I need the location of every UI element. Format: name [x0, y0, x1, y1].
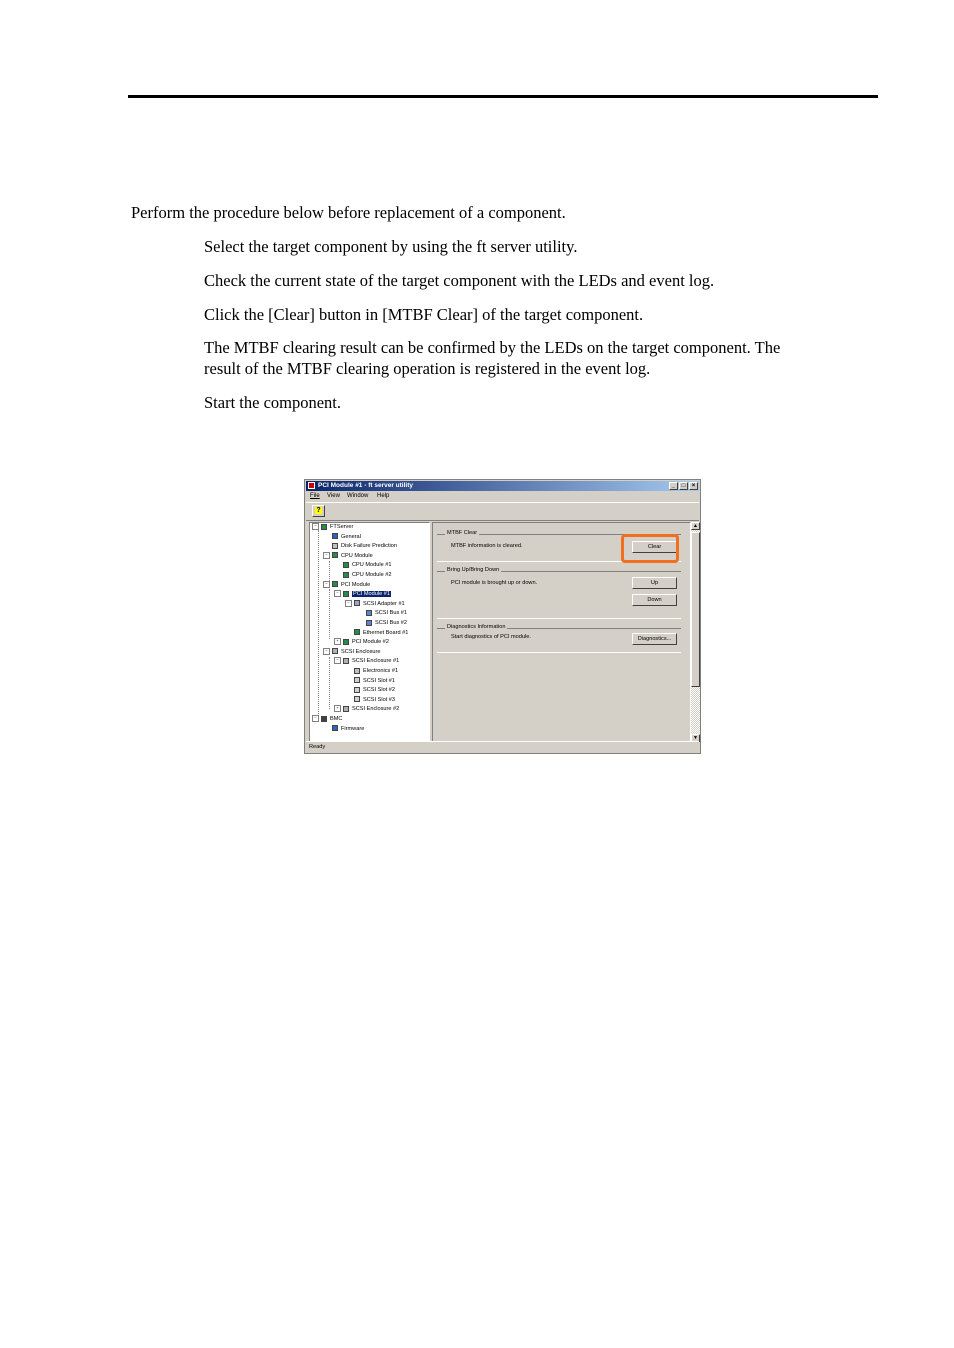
diagnostics-text: Start diagnostics of PCI module. [451, 634, 531, 640]
help-button[interactable] [312, 505, 325, 517]
module-icon [332, 552, 338, 558]
scroll-thumb[interactable] [691, 532, 700, 687]
bring-up-down-text: PCI module is brought up or down. [451, 580, 538, 586]
mtbf-clear-title: MTBF Clear [447, 530, 478, 536]
menu-bar [306, 492, 699, 501]
tree-line [329, 657, 330, 709]
ft-server-utility-window [304, 479, 701, 754]
window-title: PCI Module #1 - ft server utility [318, 482, 413, 489]
adapter-icon [354, 600, 360, 606]
cpu-icon [343, 562, 349, 568]
bus-icon [366, 610, 372, 616]
tree-line [329, 589, 330, 639]
bring-up-down-group [437, 567, 681, 619]
general-icon [332, 533, 338, 539]
firmware-icon [332, 725, 338, 731]
diagnostics-group [437, 624, 681, 653]
step-1-text: Select the target component by using the ft server utility. [204, 237, 578, 256]
status-bar: Ready [306, 741, 699, 752]
component-tree[interactable] [309, 522, 430, 742]
clear-highlight [621, 534, 679, 563]
detail-pane [432, 522, 691, 742]
pci-icon [343, 639, 349, 645]
diagnostics-title: Diagnostics Information [447, 624, 506, 630]
tree-node-firmware[interactable]: Firmware [332, 725, 364, 734]
toolbar [306, 502, 699, 521]
ethernet-icon [354, 629, 360, 635]
tree-node-electronics-1[interactable]: Electronics #1 [354, 667, 398, 676]
electronics-icon [354, 668, 360, 674]
tree-node-scsi-slot-3[interactable]: SCSI Slot #3 [354, 696, 395, 705]
app-icon [308, 482, 315, 489]
tree-node-pci-module-2[interactable]: + PCI Module #2 [334, 638, 389, 647]
tree-node-cpu-module[interactable]: − CPU Module [323, 552, 373, 561]
diagnostics-button[interactable]: Diagnostics... [632, 633, 677, 645]
tree-node-scsi-enclosure-1[interactable]: − SCSI Enclosure #1 [334, 657, 399, 666]
header-rule [128, 95, 878, 98]
help-icon: ? [316, 507, 321, 514]
disk-icon [332, 543, 338, 549]
tree-line [329, 561, 330, 581]
up-button[interactable]: Up [632, 577, 677, 589]
tree-node-scsi-enclosure[interactable]: − SCSI Enclosure [323, 648, 380, 657]
slot-icon [354, 696, 360, 702]
vertical-scrollbar[interactable] [691, 522, 700, 742]
close-icon[interactable]: × [689, 482, 698, 490]
menu-help[interactable]: Help [377, 493, 390, 499]
tree-line [318, 530, 319, 720]
scroll-down-icon[interactable]: ▼ [691, 734, 700, 742]
tree-node-pci-module[interactable]: − PCI Module [323, 581, 370, 590]
intro-text: Perform the procedure below before replacement of a component. [131, 203, 566, 222]
menu-view[interactable]: View [327, 493, 340, 499]
bus-icon [366, 620, 372, 626]
tree-node-scsi-slot-2[interactable]: SCSI Slot #2 [354, 686, 395, 695]
step-5-text: Start the component. [204, 393, 342, 412]
mtbf-clear-text: MTBF information is cleared. [451, 543, 523, 549]
step-4-text-line2: result of the MTBF clearing operation is registered in the event log. [204, 359, 651, 378]
tree-node-scsi-bus-1[interactable]: SCSI Bus #1 [366, 609, 407, 618]
tree-node-ftserver[interactable]: − FTServer [312, 523, 353, 532]
enclosure-icon [332, 648, 338, 654]
step-3-text: Click the [Clear] button in [MTBF Clear] of the target component. [204, 305, 644, 324]
tree-node-cpu-module-1[interactable]: CPU Module #1 [343, 561, 392, 570]
pci-icon [343, 591, 349, 597]
tree-node-bmc[interactable]: − BMC [312, 715, 342, 724]
menu-window[interactable]: Window [347, 493, 369, 499]
step-4-text-line1: The MTBF clearing result can be confirmed by the LEDs on the target component. The [204, 338, 781, 357]
tree-node-ethernet-board-1[interactable]: Ethernet Board #1 [354, 629, 408, 638]
module-icon [332, 581, 338, 587]
minimize-icon[interactable]: _ [669, 482, 678, 490]
step-2-text: Check the current state of the target component with the LEDs and event log. [204, 271, 715, 290]
slot-icon [354, 687, 360, 693]
menu-file[interactable]: File [310, 493, 320, 499]
tree-node-scsi-bus-2[interactable]: SCSI Bus #2 [366, 619, 407, 628]
tree-node-scsi-slot-1[interactable]: SCSI Slot #1 [354, 677, 395, 686]
clear-button[interactable]: Clear [632, 541, 677, 553]
server-icon [321, 524, 327, 530]
title-bar[interactable] [306, 481, 699, 491]
tree-node-scsi-enclosure-2[interactable]: + SCSI Enclosure #2 [334, 705, 399, 714]
tree-node-cpu-module-2[interactable]: CPU Module #2 [343, 571, 392, 580]
down-button[interactable]: Down [632, 594, 677, 606]
maximize-icon[interactable]: □ [679, 482, 688, 490]
tree-node-disk-failure[interactable]: Disk Failure Prediction [332, 542, 397, 551]
scroll-up-icon[interactable]: ▲ [691, 522, 700, 530]
bring-up-down-title: Bring Up/Bring Down [447, 567, 500, 573]
enclosure-icon [343, 706, 349, 712]
bmc-icon [321, 716, 327, 722]
enclosure-icon [343, 658, 349, 664]
tree-node-general[interactable]: General [332, 533, 361, 542]
tree-node-pci-module-1[interactable]: − PCI Module #1 [334, 590, 391, 599]
cpu-icon [343, 572, 349, 578]
slot-icon [354, 677, 360, 683]
tree-node-scsi-adapter-1[interactable]: − SCSI Adapter #1 [345, 600, 405, 609]
